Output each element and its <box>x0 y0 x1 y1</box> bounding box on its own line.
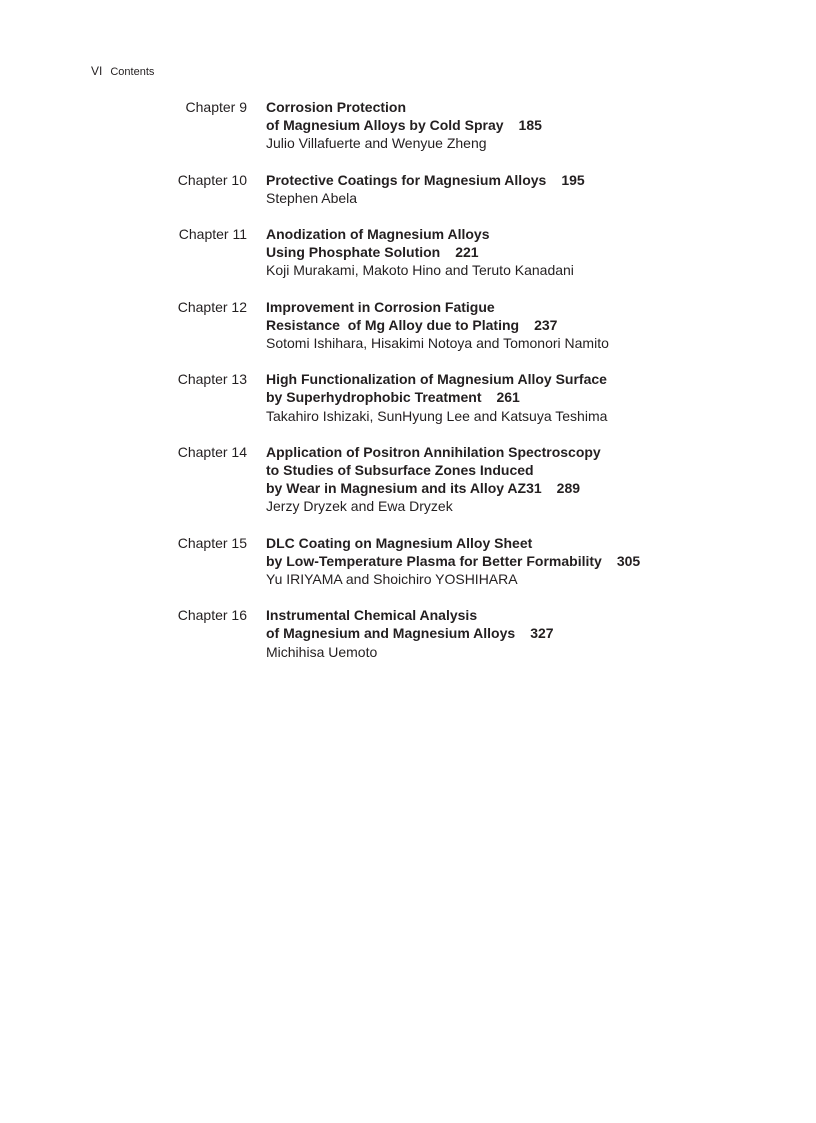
chapter-title-line: to Studies of Subsurface Zones Induced <box>266 462 534 479</box>
chapter-authors: Yu IRIYAMA and Shoichiro YOSHIHARA <box>266 571 518 588</box>
chapter-title-line: Anodization of Magnesium Alloys <box>266 226 490 243</box>
chapter-title-text: Using Phosphate Solution <box>266 244 441 261</box>
entry-body <box>266 534 720 589</box>
chapter-title-line <box>266 316 720 334</box>
toc-entry-chapter-10[interactable] <box>160 171 720 207</box>
chapter-authors: Stephen Abela <box>266 189 358 206</box>
page-reference: 305 <box>616 552 641 569</box>
chapter-label: Chapter 10 <box>177 171 247 188</box>
chapter-label: Chapter 12 <box>177 298 247 315</box>
toc-entry-chapter-15[interactable] <box>160 534 720 589</box>
chapter-label: Chapter 15 <box>177 534 247 551</box>
chapter-title-line <box>266 171 720 189</box>
chapter-title-line <box>266 388 720 406</box>
table-of-contents <box>160 98 720 679</box>
chapter-title-line <box>266 552 720 570</box>
chapter-title-text: by Low-Temperature Plasma for Better Formability <box>266 552 602 569</box>
toc-entry-chapter-11[interactable] <box>160 225 720 280</box>
chapter-title-line <box>266 624 720 642</box>
entry-body <box>266 606 720 661</box>
chapter-title-line: Application of Positron Annihilation Spectroscopy <box>266 443 601 460</box>
running-head <box>91 64 154 79</box>
chapter-title-text: by Wear in Magnesium and its Alloy AZ31 <box>266 480 542 497</box>
page-reference: 195 <box>561 171 585 188</box>
chapter-authors: Sotomi Ishihara, Hisakimi Notoya and Tomonori Namito <box>266 335 609 352</box>
chapter-title-text: Resistance of Mg Alloy due to Plating <box>266 316 520 333</box>
entry-body <box>266 98 720 153</box>
entry-body <box>266 370 720 425</box>
toc-entry-chapter-13[interactable] <box>160 370 720 425</box>
chapter-title-line <box>266 243 720 261</box>
toc-entry-chapter-9[interactable] <box>160 98 720 153</box>
chapter-authors: Michihisa Uemoto <box>266 643 378 660</box>
chapter-authors: Julio Villafuerte and Wenyue Zheng <box>266 135 487 152</box>
chapter-title-text: of Magnesium and Magnesium Alloys <box>266 625 516 642</box>
chapter-title-line: Improvement in Corrosion Fatigue <box>266 298 495 315</box>
page-reference: 261 <box>496 389 520 406</box>
toc-entry-chapter-16[interactable] <box>160 606 720 661</box>
chapter-label: Chapter 11 <box>178 226 247 243</box>
chapter-label: Chapter 9 <box>185 99 247 115</box>
running-head-title: Contents <box>110 66 155 78</box>
chapter-title-line <box>266 116 720 134</box>
entry-body <box>266 171 720 207</box>
toc-entry-chapter-12[interactable] <box>160 298 720 353</box>
chapter-label: Chapter 16 <box>177 607 247 624</box>
chapter-title-line: Instrumental Chemical Analysis <box>266 607 478 624</box>
page-reference: 327 <box>530 625 554 642</box>
entry-body <box>266 225 720 280</box>
entry-body <box>266 443 720 516</box>
chapter-authors: Jerzy Dryzek and Ewa Dryzek <box>266 498 453 515</box>
chapter-title-line <box>266 479 720 497</box>
chapter-authors: Takahiro Ishizaki, SunHyung Lee and Katsuya Teshima <box>266 407 608 424</box>
chapter-title-line: Corrosion Protection <box>266 99 407 115</box>
chapter-title-text: of Magnesium Alloys by Cold Spray <box>266 117 504 134</box>
page-reference: 221 <box>455 244 479 261</box>
page-reference: 185 <box>518 117 542 134</box>
chapter-title-text: by Superhydrophobic Treatment <box>266 389 482 406</box>
chapter-label: Chapter 13 <box>177 371 247 388</box>
page-reference: 289 <box>556 480 581 497</box>
chapter-authors: Koji Murakami, Makoto Hino and Teruto Kanadani <box>266 262 574 279</box>
chapter-label: Chapter 14 <box>177 443 247 460</box>
toc-entry-chapter-14[interactable] <box>160 443 720 516</box>
chapter-title-text: Protective Coatings for Magnesium Alloys <box>266 171 547 188</box>
page-reference: 237 <box>534 316 558 333</box>
chapter-title-line: High Functionalization of Magnesium Alloy Surface <box>266 371 607 388</box>
page-number: VI <box>91 64 103 78</box>
entry-body <box>266 298 720 353</box>
chapter-title-line: DLC Coating on Magnesium Alloy Sheet <box>266 534 533 551</box>
